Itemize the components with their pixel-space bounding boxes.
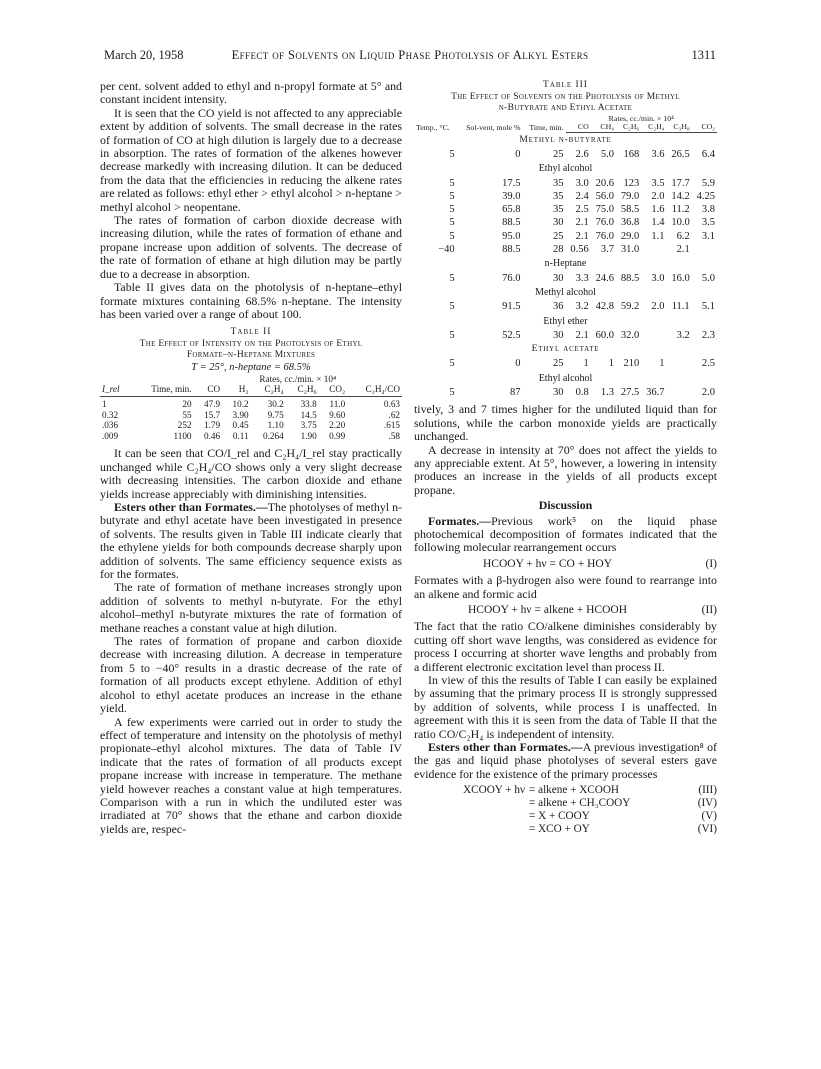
paragraph: The rate of formation of methane increases strongly upon addition of solvents to methyl n-butyrate. For the ethyl alcohol–methyl n-butyrate mixtures the rate of formation of methane reaches a constant value at high dilution. xyxy=(100,580,402,635)
equation-lhs xyxy=(414,810,525,823)
equation-row xyxy=(414,797,717,810)
table-2-cell: 1.79 xyxy=(204,420,221,431)
table-3-cell xyxy=(641,329,666,342)
table-2-cell: 33.8 xyxy=(300,399,317,409)
table-3-group-row xyxy=(414,132,717,148)
table-3-cell: 30 xyxy=(553,329,564,341)
equation-lhs xyxy=(414,823,525,836)
table-3-cell: 5 xyxy=(449,387,455,399)
table-3-cell: 88.5 xyxy=(620,272,640,284)
table-3-cell: 6.4 xyxy=(701,148,715,160)
table-3-cell: 36.7 xyxy=(646,387,665,399)
paragraph: The rates of formation of propane and carbon dioxide decrease with increasing dilution. A decrease in temperature from 5 to −40° results in a drastic decrease of the rate of formation of all products except ethylene. Addition of ethyl alcohol to ethyl acetate produces an increase in the ethane yield. xyxy=(100,634,402,716)
table-2-cell: 0.264 xyxy=(263,430,284,441)
table-3-cell: 65.8 xyxy=(502,204,521,216)
table-2-conditions: T = 25°, n-heptane = 68.5% xyxy=(191,361,311,373)
table-3-cell: 25 xyxy=(553,358,564,370)
table-3-cell: 3.0 xyxy=(651,272,665,284)
table-3-row xyxy=(414,386,717,399)
equation-block xyxy=(414,784,717,836)
table-3-cell: 42.8 xyxy=(595,301,614,313)
table-3-cell: 5 xyxy=(449,190,455,202)
table-3-group-row xyxy=(414,314,717,329)
equation-lhs: XCOOY + hν xyxy=(463,784,525,797)
paragraph: per cent. solvent added to ethyl and n-propyl formate at 5° and constant incident intensity. xyxy=(100,79,402,107)
table-3-cell: 1.1 xyxy=(651,230,665,242)
table-2-cell: 0.99 xyxy=(329,430,346,441)
table-3-product-header: CO xyxy=(566,123,591,132)
table-3-cell: 76.0 xyxy=(595,230,614,242)
table-3-cell: 0 xyxy=(515,148,521,160)
table-3-cell: 2.0 xyxy=(701,387,715,399)
paragraph: Esters other than Formates.—A previous investigation⁸ of the gas and liquid phase photolyses of several esters gave evidence for the existence of the primary processes xyxy=(414,740,717,781)
table-3-cell: 2.1 xyxy=(575,217,589,229)
table-3-cell: 39.0 xyxy=(502,190,521,202)
table-3-cell: 26.5 xyxy=(671,148,690,160)
table-2-column-header: Time, min. xyxy=(131,384,194,396)
table-3-cell: 17.7 xyxy=(671,177,690,189)
table-3-cell: 88.5 xyxy=(502,217,521,229)
equation-number: (IV) xyxy=(697,797,717,810)
table-3-col-time: Time, min. xyxy=(529,122,564,132)
table-2-row xyxy=(100,431,402,442)
table-3-cell: 0.56 xyxy=(570,244,589,256)
table-3-group-label: Ethyl alcohol xyxy=(538,372,593,384)
table-3-cell: 17.5 xyxy=(502,177,521,189)
table-2-number: Table II xyxy=(230,327,272,338)
table-2-cell: 252 xyxy=(177,420,192,431)
table-3-cell: 5 xyxy=(449,358,455,370)
paragraph: A few experiments were carried out in order to study the effect of temperature and intensity on the photolysis of methyl propionate–ethyl alcohol mixtures. The data of Table IV indicate that the rates of formation of all products except propane increase with increase in temperature. The methane yield however reaches a constant value at high temperatures. Comparison with a run in which the undiluted ester was irradiated at 70° shows that the ethane and carbon dioxide yields are, respec- xyxy=(100,714,402,836)
table-2-cell: 2.20 xyxy=(329,420,346,431)
table-3-cell: 14.2 xyxy=(671,190,690,202)
table-2-cell: 0.32 xyxy=(102,409,119,420)
header-running-title: Effect of Solvents on Liquid Phase Photolysis of Alkyl Esters xyxy=(231,48,589,62)
table-3-cell: −40 xyxy=(438,244,455,256)
table-3-rates-label: Rates, cc./min. × 10⁴ xyxy=(608,113,674,123)
paragraph: Esters other than Formates.—The photolyses of methyl n-butyrate and ethyl acetate have been investigated in presence of solvents. The results given in Table III indicate clearly that the ethylene yields for both compounds decrease sharply upon addition of solvents. The same efficiency sequence exists as for the formates. xyxy=(100,500,402,582)
table-3-cell: 76.0 xyxy=(595,217,614,229)
table-3-cell: 5 xyxy=(449,177,455,189)
table-2-cell: 0.63 xyxy=(383,399,400,409)
table-3-cell: 60.0 xyxy=(595,329,614,341)
equation-number: (VI) xyxy=(697,823,717,836)
table-3-cell: 11.1 xyxy=(671,301,690,313)
paragraph: It is seen that the CO yield is not affected to any appreciable extent by addition of solvents. The small decrease in the rates of formation of CO at high dilution is largely due to a decrease in absorption. The rates of formation of the alkenes however decrease markedly with increasing dilution. It can be deduced from the data that the efficiencies in reducing the alkene rates are related as follows: ethyl ether > ethyl alcohol > n-heptane > methyl alcohol > neopentane. xyxy=(100,105,402,214)
table-2-title-line2: Formate–n-Heptane Mixtures xyxy=(186,350,316,361)
table-3-col-temp: Temp., °C. xyxy=(416,122,450,132)
table-3-cell: 5 xyxy=(449,301,455,313)
table-3-cell: 16.0 xyxy=(671,272,690,284)
table-2-cell: 20 xyxy=(182,399,192,409)
table-3-cell: 123 xyxy=(623,177,640,189)
table-2-column-header: CO xyxy=(194,384,223,396)
table-3-cell: 0 xyxy=(515,358,521,370)
table-3-cell: 5 xyxy=(449,272,455,284)
table-3-cell: 2.1 xyxy=(575,329,589,341)
section-heading-discussion: Discussion xyxy=(538,498,593,513)
paragraph: Formates with a β-hydrogen also were found to rearrange into an alkene and formic acid xyxy=(414,573,717,601)
table-3-cell xyxy=(692,243,717,256)
table-2-cell: 10.2 xyxy=(232,399,249,409)
equation-number: (II) xyxy=(701,604,717,617)
table-3-caption xyxy=(414,80,717,115)
table-3-group-label: Methyl alcohol xyxy=(535,286,596,298)
table-3-product-header: CO₂ xyxy=(692,123,717,132)
table-2-cell: .615 xyxy=(383,420,400,431)
table-3-grid xyxy=(414,115,717,400)
table-3-cell: 5 xyxy=(449,230,455,242)
table-3-cell: 3.3 xyxy=(575,272,589,284)
table-3-cell: 5.0 xyxy=(600,148,614,160)
table-2-column-header: C₂H₄/CO xyxy=(347,384,402,396)
table-3-cell: 5.0 xyxy=(701,272,715,284)
table-3-cell: 24.6 xyxy=(595,272,614,284)
table-3-group-row xyxy=(414,285,717,300)
table-2-rates-label: Rates, cc./min. × 10⁴ xyxy=(259,373,337,384)
table-2-cell: 3.75 xyxy=(300,420,317,431)
run-in-heading: Formates.— xyxy=(428,513,492,528)
table-3-cell: 35 xyxy=(553,177,564,189)
table-3-cell: 87 xyxy=(509,387,521,399)
table-3-row xyxy=(414,203,717,216)
table-2-cell: .009 xyxy=(102,430,119,441)
table-2-cell: 3.90 xyxy=(232,409,249,420)
table-3-cell: 88.5 xyxy=(502,244,521,256)
table-3-cell: 3.5 xyxy=(651,177,665,189)
table-2-column-header: CO₂ xyxy=(319,384,348,396)
table-3-row xyxy=(414,329,717,342)
table-3-cell xyxy=(666,357,691,370)
table-3-cell: 2.1 xyxy=(575,230,589,242)
table-3-cell: 56.0 xyxy=(595,190,614,202)
table-2-column-header: I_rel xyxy=(100,384,131,396)
run-in-heading: Esters other than Formates.— xyxy=(428,740,583,755)
header-page-number: 1311 xyxy=(691,48,716,62)
equation-rhs: = alkene + CH₃COOY xyxy=(529,797,631,810)
paragraph: The fact that the ratio CO/alkene diminishes considerably by cutting off short wave lengths, was considered as evidence for process I occurring at shorter wave lengths and probably from a different electronic excitation level than process II. xyxy=(414,619,717,674)
table-3-cell: 3.2 xyxy=(575,301,589,313)
table-2-cell: 47.9 xyxy=(204,399,221,409)
table-3-cell xyxy=(641,243,666,256)
table-3-cell: 28 xyxy=(553,244,564,256)
table-2-cell: .036 xyxy=(102,420,119,431)
table-3-cell: 35 xyxy=(553,190,564,202)
table-3-group-label: Ethyl ether xyxy=(543,315,588,327)
left-column xyxy=(100,80,402,836)
equation-body: HCOOY + hν = alkene + HCOOH xyxy=(467,604,628,617)
table-3-cell: 76.0 xyxy=(502,272,521,284)
table-3-group-row xyxy=(414,342,717,357)
table-3-product-header: C₂H₄ xyxy=(641,123,666,132)
table-3-group-row xyxy=(414,161,717,176)
paragraph: A decrease in intensity at 70° does not affect the yields to any appreciable extent. At 5°, however, a lowering in intensity produces an increase in the yields of all products except propane. xyxy=(414,442,717,497)
table-3-cell: 25 xyxy=(553,230,564,242)
table-2-title-line1: The Effect of Intensity on the Photolysis of Ethyl xyxy=(139,338,363,349)
table-2-cell: 1 xyxy=(102,399,107,409)
table-3-group-label: Ethyl acetate xyxy=(531,344,600,355)
table-3 xyxy=(414,80,717,399)
equation-row xyxy=(414,810,717,823)
table-3-row xyxy=(414,300,717,313)
table-3-cell: 2.4 xyxy=(575,190,589,202)
table-3-row xyxy=(414,216,717,229)
table-3-cell: 6.2 xyxy=(676,230,690,242)
table-3-cell: 3.7 xyxy=(600,244,614,256)
table-3-cell: 2.5 xyxy=(701,358,715,370)
table-2-grid xyxy=(100,374,402,442)
table-3-cell: 168 xyxy=(623,148,640,160)
table-3-cell: 91.5 xyxy=(502,301,521,313)
table-3-cell: 2.1 xyxy=(676,244,690,256)
equation-body: HCOOY + hν = CO + HOY xyxy=(482,557,612,570)
table-3-cell: 11.2 xyxy=(671,204,690,216)
table-3-cell: 79.0 xyxy=(620,190,640,202)
table-3-cell: 95.0 xyxy=(502,230,521,242)
table-3-cell: 2.5 xyxy=(575,204,589,216)
equation-rhs: = XCO + OY xyxy=(529,823,590,836)
table-2-cell: 0.11 xyxy=(232,430,249,441)
table-3-cell: 3.5 xyxy=(701,217,715,229)
table-3-cell: 35 xyxy=(553,204,564,216)
table-3-cell: 30 xyxy=(553,217,564,229)
table-3-cell: 2.0 xyxy=(651,190,665,202)
table-3-cell: 25 xyxy=(553,148,564,160)
table-3-cell: 58.5 xyxy=(620,204,640,216)
table-3-title-line1: The Effect of Solvents on the Photolysis of Methyl xyxy=(451,91,680,102)
table-3-cell: 3.6 xyxy=(651,148,665,160)
table-3-cell: 36.8 xyxy=(620,217,640,229)
table-3-cell: 2.6 xyxy=(575,148,589,160)
table-3-cell: 0.8 xyxy=(575,387,589,399)
table-3-group-label: n-Heptane xyxy=(544,258,587,270)
table-3-cell: 5.9 xyxy=(701,177,715,189)
table-2 xyxy=(100,327,402,441)
table-2-column-header: C₂H₄ xyxy=(251,384,286,396)
table-3-row xyxy=(414,230,717,243)
table-3-row xyxy=(414,272,717,285)
table-3-cell: 2.3 xyxy=(701,329,715,341)
table-2-cell: 14.5 xyxy=(300,409,317,420)
running-header xyxy=(104,48,716,66)
equation-rhs: = X + COOY xyxy=(529,810,590,823)
table-3-product-header: C₃H₈ xyxy=(666,123,691,132)
table-3-product-header: CH₄ xyxy=(591,123,616,132)
paragraph: It can be seen that CO/I_rel and C₂H₄/I_rel stay practically unchanged while C₂H₄/CO shows only a very slight decrease with decreasing intensities. The carbon dioxide and ethane yields increase appreciably with diminishing intensities. xyxy=(100,446,402,501)
table-3-product-header: C₂H₆ xyxy=(616,123,641,132)
table-3-cell: 1.4 xyxy=(651,217,665,229)
table-2-cell: 11.0 xyxy=(329,399,346,409)
table-3-cell: 5.1 xyxy=(701,301,715,313)
table-2-cell: 30.2 xyxy=(267,399,284,409)
table-2-row xyxy=(100,410,402,421)
table-3-row xyxy=(414,190,717,203)
right-column xyxy=(414,80,717,839)
table-3-cell: 29.0 xyxy=(620,230,640,242)
header-date: March 20, 1958 xyxy=(104,48,184,62)
paragraph: In view of this the results of Table I can easily be explained by assuming that the primary process II is strongly suppressed by addition of solvents, while process I is unaffected. In agreement with this it is seen from the data of Table II that the ratio CO/C₂H₄ is independent of intensity. xyxy=(414,673,717,741)
table-2-cell: 9.75 xyxy=(267,409,284,420)
table-3-cell: 2.0 xyxy=(651,301,665,313)
table-3-cell: 10.0 xyxy=(671,217,690,229)
table-2-cell: 9.60 xyxy=(329,409,346,420)
table-3-cell: 5 xyxy=(449,148,455,160)
table-3-cell xyxy=(666,386,691,399)
table-3-cell: 210 xyxy=(623,358,640,370)
table-3-number: Table III xyxy=(543,80,588,90)
equation-2 xyxy=(414,604,717,617)
table-3-col-solvent: Sol-vent, mole % xyxy=(466,122,521,132)
table-3-cell: 3.8 xyxy=(701,204,715,216)
table-3-group-row xyxy=(414,371,717,386)
table-3-cell: 3.1 xyxy=(701,230,715,242)
table-3-group-label: Methyl n-butyrate xyxy=(519,134,612,145)
paragraph: tively, 3 and 7 times higher for the undiluted liquid than for solutions, while the carbon monoxide yields are practically unchanged. xyxy=(414,402,717,444)
paragraph: Formates.—Previous work⁵ on the liquid phase photochemical decomposition of formates indicated that the following molecular rearrangement occurs xyxy=(414,513,717,555)
table-3-cell: 52.5 xyxy=(502,329,521,341)
table-3-cell: 36 xyxy=(553,301,564,313)
table-2-cell: 1.10 xyxy=(267,420,284,431)
equation-number: (V) xyxy=(701,810,717,823)
table-3-cell: 1 xyxy=(659,358,665,370)
equation-number: (III) xyxy=(698,784,717,797)
table-3-cell: 4.25 xyxy=(696,190,715,202)
equation-1 xyxy=(414,558,717,571)
table-3-cell: 1 xyxy=(608,358,614,370)
table-2-cell: 1100 xyxy=(173,430,192,441)
table-2-cell: 0.46 xyxy=(204,430,221,441)
table-3-cell: 75.0 xyxy=(595,204,614,216)
table-2-cell: .58 xyxy=(388,430,400,441)
equation-rhs: = alkene + XCOOH xyxy=(529,784,619,797)
table-2-cell: 55 xyxy=(182,409,192,420)
table-3-cell: 59.2 xyxy=(620,301,640,313)
table-3-row xyxy=(414,357,717,370)
table-3-cell: 1.3 xyxy=(600,387,614,399)
table-2-row xyxy=(100,420,402,431)
table-3-cell: 3.2 xyxy=(676,329,690,341)
paragraph: Table II gives data on the photolysis of n-heptane–ethyl formate mixtures containing 68.5% n-heptane. The intensity has been varied over a range of about 100. xyxy=(100,280,402,321)
table-3-cell: 20.6 xyxy=(595,177,614,189)
table-3-cell: 5 xyxy=(449,329,455,341)
table-3-cell: 32.0 xyxy=(620,329,640,341)
table-3-cell: 1 xyxy=(583,358,589,370)
equation-row xyxy=(414,784,717,797)
table-2-cell: 1.90 xyxy=(300,430,317,441)
table-3-group-row xyxy=(414,256,717,271)
table-3-cell: 30 xyxy=(553,387,564,399)
table-3-cell: 3.0 xyxy=(575,177,589,189)
equation-lhs xyxy=(414,797,525,810)
table-2-column-header: C₂H₆ xyxy=(286,384,319,396)
table-3-cell: 1.6 xyxy=(651,204,665,216)
run-in-heading: Esters other than Formates.— xyxy=(114,500,268,514)
table-3-row xyxy=(414,243,717,256)
table-2-cell: .62 xyxy=(388,409,400,420)
equation-number: (I) xyxy=(705,557,717,570)
table-2-column-header: H₂ xyxy=(222,384,251,396)
table-2-cell: 0.45 xyxy=(232,420,249,431)
table-3-row xyxy=(414,177,717,190)
table-3-cell: 5 xyxy=(449,204,455,216)
table-3-cell: 30 xyxy=(553,272,564,284)
paragraph: The rates of formation of carbon dioxide decrease with increasing dilution, while the rates of formation of ethane and propane increase upon addition of solvents. The decrease of the rate of formation of ethane at high dilution may be partly due to a decrease in absorption. xyxy=(100,213,402,281)
table-2-row xyxy=(100,397,402,410)
table-3-row xyxy=(414,148,717,161)
table-2-cell: 15.7 xyxy=(204,409,221,420)
table-2-caption xyxy=(100,327,402,362)
table-3-cell: 5 xyxy=(449,217,455,229)
equation-row xyxy=(414,823,717,836)
table-3-title-line2: n-Butyrate and Ethyl Acetate xyxy=(498,103,633,113)
table-3-group-label: Ethyl alcohol xyxy=(538,163,593,175)
table-3-cell: 27.5 xyxy=(620,387,640,399)
table-3-cell: 31.0 xyxy=(620,244,640,256)
